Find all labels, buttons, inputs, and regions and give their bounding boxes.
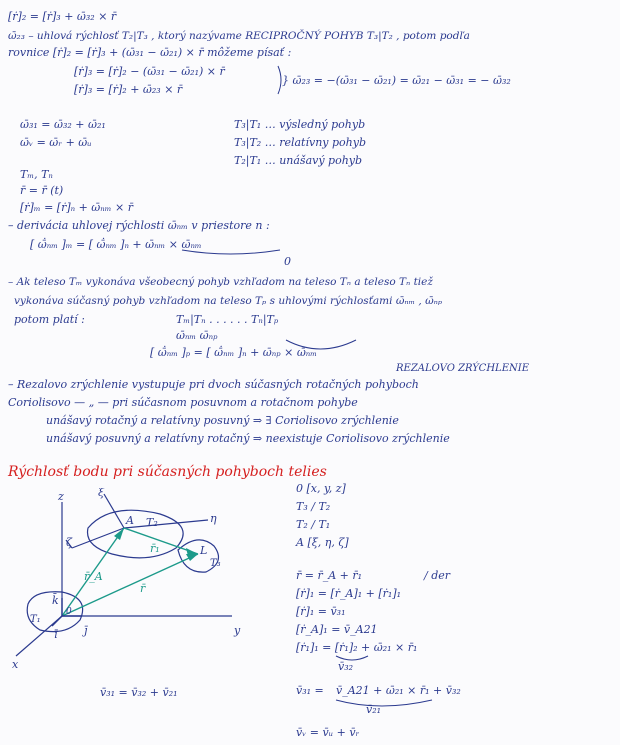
fig-label-rA: r̄_A [84,570,103,583]
eq-line: v̄ᵥ = v̄ᵤ + v̄ᵣ [296,726,360,739]
fig-label-i: ī [54,628,58,641]
eq-line: 0 [x, y, z] [296,482,346,495]
eq-line: Tₘ, Tₙ [20,168,53,181]
fig-label-r: r̄ [140,582,146,595]
eq-line: } ω̄₂₃ = −(ω̄₃₁ − ω̄₂₁) = ω̄₂₁ − ω̄₃₁ = − ω̄₃₂ [282,74,511,87]
label-line: REZALOVO ZRÝCHLENIE [396,363,529,374]
fig-label-T1: T₁ [30,614,41,625]
fig-label-z: z [58,490,64,503]
eq-line: [ṙ_A]₁ = v̄_A21 [296,623,378,636]
text-line: unášavý rotačný a relatívny posuvný ⇒ ∃ Coriolisovo zrýchlenie [46,414,399,427]
section-title: Rýchlosť bodu pri súčasných pohyboch telies [8,464,327,480]
underbrace-stroke [286,340,356,349]
curly-brace-stroke [278,66,281,94]
eq-line: r̄ = r̄_A + r̄₁ [296,569,363,582]
fig-label-T2: T₂ [146,516,158,529]
motion-type-line: T₃|T₂ … relatívny pohyb [234,136,366,149]
fig-label-A: A [126,514,134,527]
eq-line: 0 [284,255,291,268]
fig-label-eta: η [210,512,217,525]
text-line: – Rezalovo zrýchlenie vystupuje pri dvoch súčasných rotačných pohyboch [8,378,419,391]
eq-line: v̄₃₁ = [296,684,324,697]
underbrace-stroke [336,700,432,706]
eq-line: [ṙ]₂ = [ṙ]₃ + ω̄₃₂ × r̄ [8,10,117,23]
fig-label-zeta: ζ [66,536,72,549]
text-line: rovnice [ṙ]₂ = [ṙ]₃ + (ω̄₃₁ − ω̄₂₁) × r̄ môžeme písať : [8,46,292,59]
eq-line: [ṙ]₃ = [ṙ]₂ + ω̄₂₃ × r̄ [74,83,183,96]
underbrace-stroke [182,250,280,254]
underbrace-stroke [336,656,368,660]
fig-label-k: k̄ [52,594,59,607]
text-line: potom platí : [14,313,85,326]
eq-line: A [ξ, η, ζ] [296,536,349,549]
eq-line: Tₘ|Tₙ . . . . . . Tₙ|Tₚ [176,313,279,326]
text-line: ω̄₂₃ – uhlová rýchlosť T₂|T₃ , ktorý nazývame RECIPROČNÝ POHYB T₃|T₂ , potom podľa [8,30,470,42]
eq-line: [ṙ]₃ = [ṙ]₂ − (ω̄₃₁ − ω̄₂₁) × r̄ [74,65,225,78]
eq-line: [ṙ]₁ = v̄₃₁ [296,605,346,618]
eq-line: ω̄ᵥ = ω̄ᵣ + ω̄ᵤ [20,136,92,149]
fig-label-L: L [200,544,208,557]
eq-underbrace-label: v̄₃₂ [338,660,354,673]
fig-label-origin: 0 [66,607,72,617]
eq-line: v̄_A21 + ω̄₂₁ × r̄₁ + v̄₃₂ [336,684,461,697]
text-line: unášavý posuvný a relatívny rotačný ⇒ neexistuje Coriolisovo zrýchlenie [46,432,450,445]
eq-annotation: / der [424,569,451,582]
eq-underbrace-label: v̄₂₁ [366,703,382,716]
fig-label-r1: r̄₁ [150,542,160,555]
eq-line: T₂ / T₁ [296,518,331,531]
text-line: – Ak teleso Tₘ vykonáva všeobecný pohyb vzhľadom na teleso Tₙ a teleso Tₙ tiež [8,276,433,288]
text-line: – derivácia uhlovej rýchlosti ω̄ₙₘ v priestore n : [8,219,270,232]
motion-type-line: T₃|T₁ … výsledný pohyb [234,118,366,131]
eq-line: T₃ / T₂ [296,500,331,513]
eq-line: r̄ = r̄ (t) [20,184,64,197]
fig-label-j: j̄ [84,624,88,637]
eq-line: [ ω̄̇ₙₘ ]ₘ = [ ω̄̇ₙₘ ]ₙ + ω̄ₙₘ × ω̄ₙₘ [30,238,202,251]
text-line: Coriolisovo — „ — pri súčasnom posuvnom a rotačnom pohybe [8,396,358,409]
eq-line: v̄₃₁ = v̄₃₂ + v̄₂₁ [100,686,178,699]
eq-line: [ṙ]₁ = [ṙ_A]₁ + [ṙ₁]₁ [296,587,402,600]
eq-line: ω̄ₙₘ ω̄ₙₚ [176,329,218,342]
text-line: vykonáva súčasný pohyb vzhľadom na teleso Tₚ s uhlovými rýchlosťami ω̄ₙₘ , ω̄ₙₚ [14,295,443,307]
eq-line: [ṙ]ₘ = [ṙ]ₙ + ω̄ₙₘ × r̄ [20,201,133,214]
fig-label-T3: T₃ [210,558,221,569]
fig-label-x: x [12,658,19,671]
eq-line: [ṙ₁]₁ = [ṙ₁]₂ + ω̄₂₁ × r̄₁ [296,641,418,654]
eq-line: [ ω̄̇ₙₘ ]ₚ = [ ω̄̇ₙₘ ]ₙ + ω̄ₙₚ × ω̄ₙₘ [150,346,317,359]
fig-label-y: y [234,624,241,637]
eq-line: ω̄₃₁ = ω̄₃₂ + ω̄₂₁ [20,118,106,131]
motion-type-line: T₂|T₁ … unášavý pohyb [234,154,363,167]
fig-label-xi: ξ [98,488,105,499]
